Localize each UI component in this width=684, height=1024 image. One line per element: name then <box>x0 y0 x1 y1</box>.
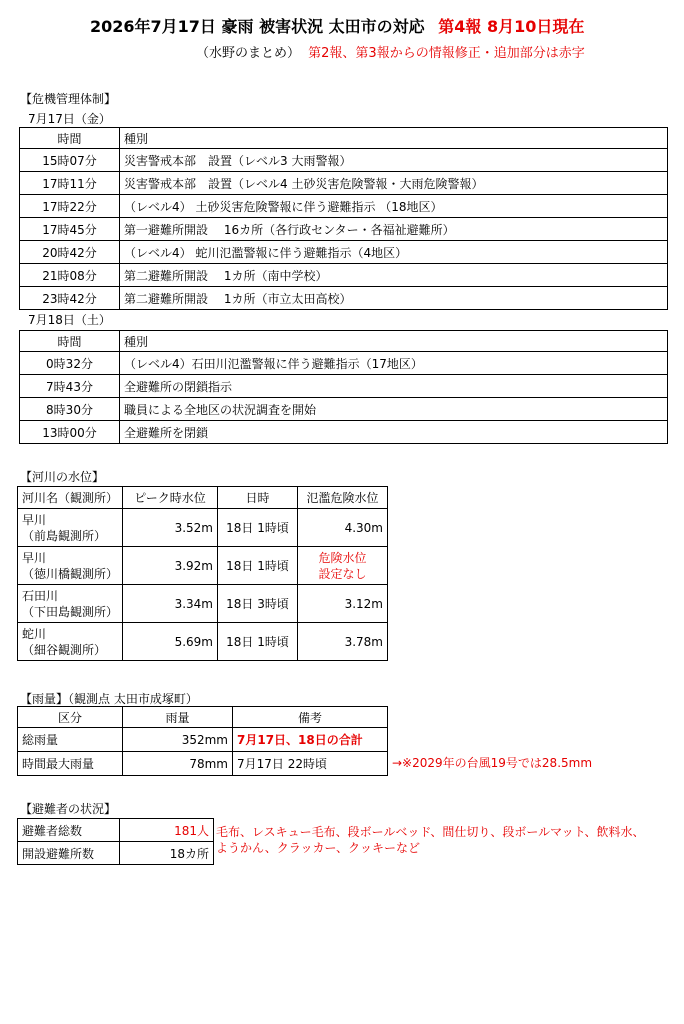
col-type-header: 種別 <box>120 128 668 149</box>
table-row <box>18 547 388 585</box>
supplies-line2: ようかん、クラッカー、クッキーなど <box>216 841 421 855</box>
peak-datetime: 18日 1時頃 <box>218 509 298 547</box>
river-name-cell <box>18 623 123 661</box>
supplies-note <box>216 824 645 856</box>
table-header-row <box>20 331 668 352</box>
row-type: （レベル4） 蛇川氾濫警報に伴う避難指示（4地区） <box>120 241 668 264</box>
rain-value: 352mm <box>123 728 233 752</box>
table-header-row <box>20 128 668 149</box>
evac-label: 開設避難所数 <box>18 842 120 865</box>
table-row <box>20 264 668 287</box>
row-type: 職員による全地区の状況調査を開始 <box>120 398 668 421</box>
peak-level: 5.69m <box>123 623 218 661</box>
title-text: 2026年7月17日 豪雨 被害状況 太田市の対応 <box>90 17 425 36</box>
row-time: 17時22分 <box>20 195 120 218</box>
row-time: 20時42分 <box>20 241 120 264</box>
row-time: 13時00分 <box>20 421 120 444</box>
row-type: 第二避難所開設 1カ所（南中学校） <box>120 264 668 287</box>
subtitle <box>196 42 585 61</box>
table-row <box>20 352 668 375</box>
river-section-title: 【河川の水位】 <box>20 470 105 484</box>
row-time: 17時45分 <box>20 218 120 241</box>
col-time-header: 時間 <box>20 128 120 149</box>
table-header-row <box>18 487 388 509</box>
table-row <box>20 218 668 241</box>
evac-shelter-count: 18カ所 <box>120 842 214 865</box>
evac-table <box>17 818 214 865</box>
col-peak: ピーク時水位 <box>123 487 218 509</box>
table-row <box>18 623 388 661</box>
peak-level: 3.34m <box>123 585 218 623</box>
table-row <box>20 172 668 195</box>
table-row <box>18 842 214 865</box>
col-rainfall: 雨量 <box>123 707 233 728</box>
row-time: 7時43分 <box>20 375 120 398</box>
peak-level: 3.92m <box>123 547 218 585</box>
row-time: 15時07分 <box>20 149 120 172</box>
table-row <box>18 509 388 547</box>
table-row <box>20 241 668 264</box>
col-category: 区分 <box>18 707 123 728</box>
crisis-day2-table <box>19 330 668 444</box>
table-header-row <box>18 707 388 728</box>
row-type: 災害警戒本部 設置（レベル4 土砂災害危険警報・大雨危険警報） <box>120 172 668 195</box>
col-type-header: 種別 <box>120 331 668 352</box>
rain-label: 総雨量 <box>18 728 123 752</box>
river-name-cell <box>18 585 123 623</box>
rain-value: 78mm <box>123 752 233 776</box>
rain-label: 時間最大雨量 <box>18 752 123 776</box>
table-row <box>18 819 214 842</box>
peak-datetime: 18日 1時頃 <box>218 623 298 661</box>
peak-datetime: 18日 3時頃 <box>218 585 298 623</box>
station-name: （下田島観測所） <box>22 604 119 619</box>
station-name: （徳川橋観測所） <box>22 566 119 581</box>
day2-label: 7月18日（土） <box>28 313 111 327</box>
river-table <box>17 486 388 661</box>
crisis-day1-table <box>19 127 668 310</box>
table-row <box>20 287 668 310</box>
day1-label: 7月17日（金） <box>28 112 111 126</box>
river-name: 早川 <box>22 550 47 565</box>
rain-note: 7月17日 22時頃 <box>233 752 388 776</box>
crisis-section-title: 【危機管理体制】 <box>20 92 117 106</box>
river-name: 早川 <box>22 512 47 527</box>
supplies-line1: 毛布、レスキュー毛布、段ボールベッド、間仕切り、段ボールマット、飲料水、 <box>216 825 645 839</box>
danger-level-line2: 設定なし <box>318 566 367 581</box>
row-type: 第二避難所開設 1カ所（市立太田高校） <box>120 287 668 310</box>
table-row <box>18 585 388 623</box>
row-time: 8時30分 <box>20 398 120 421</box>
peak-level: 3.52m <box>123 509 218 547</box>
row-time: 0時32分 <box>20 352 120 375</box>
table-row <box>20 149 668 172</box>
evac-total-value: 181人 <box>120 819 214 842</box>
row-type: （レベル4）石田川氾濫警報に伴う避難指示（17地区） <box>120 352 668 375</box>
row-type: 災害警戒本部 設置（レベル3 大雨警報） <box>120 149 668 172</box>
rain-section-title: 【雨量】（観測点 太田市成塚町） <box>20 692 198 706</box>
river-name-cell <box>18 547 123 585</box>
peak-datetime: 18日 1時頃 <box>218 547 298 585</box>
table-row <box>20 375 668 398</box>
col-remarks: 備考 <box>233 707 388 728</box>
table-row <box>18 752 388 776</box>
danger-level: 4.30m <box>298 509 388 547</box>
row-time: 17時11分 <box>20 172 120 195</box>
danger-level: 3.78m <box>298 623 388 661</box>
station-name: （前島観測所） <box>22 528 107 543</box>
row-type: 第一避難所開設 16カ所（各行政センター・各福祉避難所） <box>120 218 668 241</box>
rain-table <box>17 706 388 776</box>
col-time-header: 時間 <box>20 331 120 352</box>
row-type: 全避難所の閉鎖指示 <box>120 375 668 398</box>
page-title <box>90 14 584 37</box>
river-name: 蛇川 <box>22 626 47 641</box>
danger-level-note <box>298 547 388 585</box>
row-type: （レベル4） 土砂災害危険警報に伴う避難指示 （18地区） <box>120 195 668 218</box>
danger-level-line1: 危険水位 <box>318 550 367 565</box>
col-danger-level: 氾濫危険水位 <box>298 487 388 509</box>
row-time: 21時08分 <box>20 264 120 287</box>
table-row <box>20 195 668 218</box>
subtitle-note: 第2報、第3報からの情報修正・追加部分は赤字 <box>308 46 585 61</box>
table-row <box>18 728 388 752</box>
evac-section-title: 【避難者の状況】 <box>20 802 117 816</box>
table-row <box>20 421 668 444</box>
rain-note: 7月17日、18日の合計 <box>233 728 388 752</box>
evac-label: 避難者総数 <box>18 819 120 842</box>
station-name: （細谷観測所） <box>22 642 107 657</box>
danger-level: 3.12m <box>298 585 388 623</box>
col-river-name: 河川名（観測所） <box>18 487 123 509</box>
subtitle-text: （水野のまとめ） <box>196 46 301 61</box>
title-report-number: 第4報 8月10日現在 <box>438 17 585 36</box>
row-time: 23時42分 <box>20 287 120 310</box>
col-datetime: 日時 <box>218 487 298 509</box>
table-row <box>20 398 668 421</box>
river-name: 石田川 <box>22 588 59 603</box>
row-type: 全避難所を閉鎖 <box>120 421 668 444</box>
rain-side-note: →※2029年の台風19号では28.5mm <box>392 756 593 770</box>
river-name-cell <box>18 509 123 547</box>
